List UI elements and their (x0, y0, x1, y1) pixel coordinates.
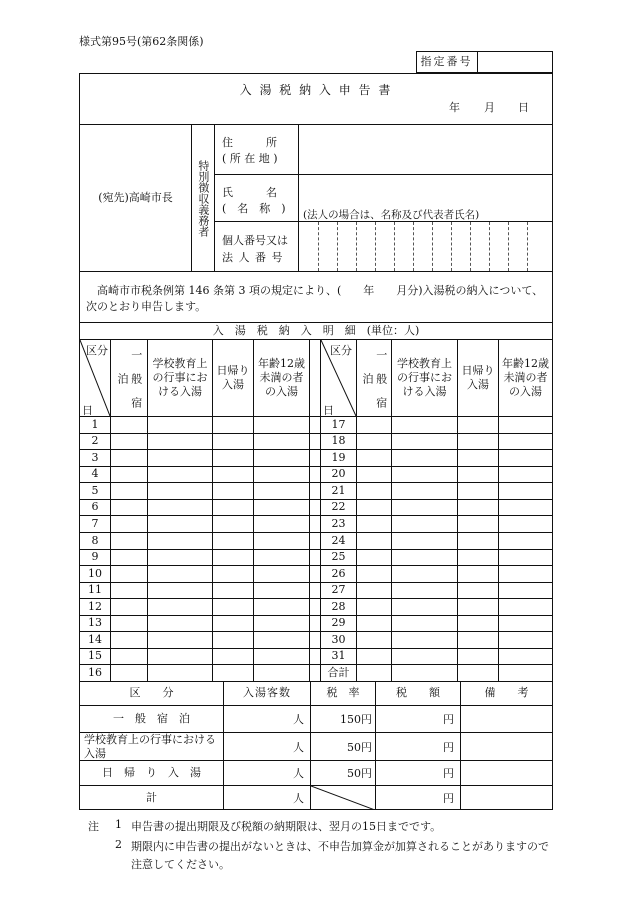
day-label: 20 (331, 467, 346, 481)
detail-header-day-left: 日 (82, 404, 93, 417)
summary-header-category: 区 分 (129, 686, 174, 700)
summary-row-rate: 50円 (347, 740, 372, 754)
declaration-text: 高崎市市税条例第 146 条第 3 項の規定により、( 年 月分)入湯税の納入について、次のとおり申告します。 (86, 284, 544, 313)
note-1-text: 申告書の提出期限及び税額の納期限は、翌月の15日までです。 (131, 820, 442, 833)
day-label: 8 (91, 533, 99, 547)
summary-header-guests: 入湯客数 (243, 686, 291, 700)
detail-header-school-right: 学校教育上の行事における入湯 (397, 357, 452, 398)
detail-header-under12-left: 年齢12歳未満の者の入湯 (258, 357, 305, 398)
day-label: 18 (331, 434, 346, 448)
day-label: 1 (91, 417, 99, 431)
designation-number-label: 指定番号 (420, 55, 473, 69)
summary-row-amount[interactable]: 円 (443, 767, 454, 780)
summary-row-guests[interactable]: 人 (293, 767, 304, 780)
note-1-number: 1 (115, 818, 122, 831)
form-title: 入 湯 税 納 入 申 告 書 (239, 83, 393, 97)
summary-row-amount[interactable]: 円 (443, 713, 454, 726)
day-label: 6 (91, 500, 99, 514)
day-label: 10 (88, 566, 102, 580)
day-label: 4 (91, 467, 99, 481)
address-input[interactable] (300, 126, 552, 173)
summary-row-guests[interactable]: 人 (293, 740, 304, 754)
id-number-label-2: 法 人 番 号 (222, 251, 284, 264)
detail-header-daytrip-right: 日帰り入湯 (461, 364, 495, 391)
day-label: 3 (91, 450, 99, 464)
summary-row-label: 一 般 宿 泊 (113, 712, 190, 726)
date-day[interactable]: 日 (518, 101, 529, 114)
day-label: 22 (331, 500, 346, 514)
summary-row-rate: 50円 (347, 767, 372, 780)
day-label: 15 (88, 649, 102, 663)
designation-number-value[interactable] (478, 52, 552, 72)
summary-row-guests[interactable]: 人 (293, 713, 304, 726)
day-label: 11 (88, 583, 102, 597)
day-label: 9 (91, 550, 99, 564)
day-label: 5 (91, 483, 99, 497)
day-label: 25 (331, 550, 346, 564)
day-total-label: 合計 (327, 665, 350, 679)
detail-header-general-right: 一 般 宿 泊 (361, 348, 388, 408)
form-number: 様式第95号(第62条関係) (79, 35, 204, 48)
summary-header-remarks: 備 考 (484, 686, 529, 700)
day-label: 24 (331, 533, 346, 547)
day-label: 13 (88, 616, 102, 630)
detail-header-general-left: 一 般 宿 泊 (116, 348, 143, 408)
day-label: 29 (331, 616, 346, 630)
detail-header-category-left: 区分 (86, 344, 108, 357)
summary-header-rate: 税 率 (326, 686, 360, 700)
name-label-2: ( 名 称 ) (222, 202, 286, 215)
detail-header-under12-right: 年齢12歳未満の者の入湯 (502, 357, 549, 398)
day-label: 21 (331, 483, 346, 497)
detail-header-day-right: 日 (323, 404, 334, 417)
summary-total-amount[interactable]: 円 (443, 792, 454, 805)
day-label: 27 (331, 583, 346, 597)
day-label: 31 (331, 649, 346, 663)
note-2-text: 期限内に申告書の提出がないときは、不申告加算金が加算されることがありますので注意してください。 (131, 840, 549, 872)
summary-header-amount: 税 額 (396, 686, 440, 700)
detail-header-daytrip-left: 日帰り入湯 (216, 364, 250, 391)
name-label-1: 氏 名 (222, 186, 277, 199)
day-label: 17 (331, 417, 346, 431)
addressee: (宛先)高崎市長 (98, 191, 173, 205)
note-2-number: 2 (115, 838, 122, 851)
day-label: 23 (331, 516, 346, 530)
summary-row-label: 日 帰 り 入 湯 (102, 766, 201, 780)
address-label-2: ( 所 在 地 ) (222, 152, 278, 165)
day-label: 26 (331, 566, 346, 580)
day-label: 14 (88, 632, 102, 646)
detail-title: 入 湯 税 納 入 明 細 (単位：人) (212, 323, 420, 337)
day-label: 16 (88, 665, 102, 679)
day-label: 7 (91, 516, 99, 530)
summary-row-amount[interactable]: 円 (443, 740, 454, 754)
notes-label: 注 (88, 820, 99, 833)
summary-row-label: 学校教育上の行事における入湯 (84, 733, 216, 760)
date-month[interactable]: 月 (484, 101, 495, 114)
detail-header-school-left: 学校教育上の行事における入湯 (152, 357, 208, 398)
name-input[interactable] (300, 176, 552, 206)
date-year[interactable]: 年 (449, 101, 460, 114)
name-note: (法人の場合は、名称及び代表者氏名) (303, 209, 480, 221)
summary-total-guests[interactable]: 人 (293, 792, 304, 805)
summary-total-label: 計 (146, 791, 157, 805)
day-label: 19 (331, 450, 346, 464)
day-label: 12 (88, 599, 102, 613)
day-label: 28 (331, 599, 346, 613)
day-label: 2 (91, 434, 99, 448)
address-label-1: 住 所 (222, 136, 277, 149)
collector-label: 特別徴収義務者 (196, 159, 210, 237)
detail-header-category-right: 区分 (330, 344, 352, 357)
id-number-label-1: 個人番号又は (222, 234, 288, 247)
day-label: 30 (331, 632, 346, 646)
summary-row-rate: 150円 (340, 713, 372, 726)
